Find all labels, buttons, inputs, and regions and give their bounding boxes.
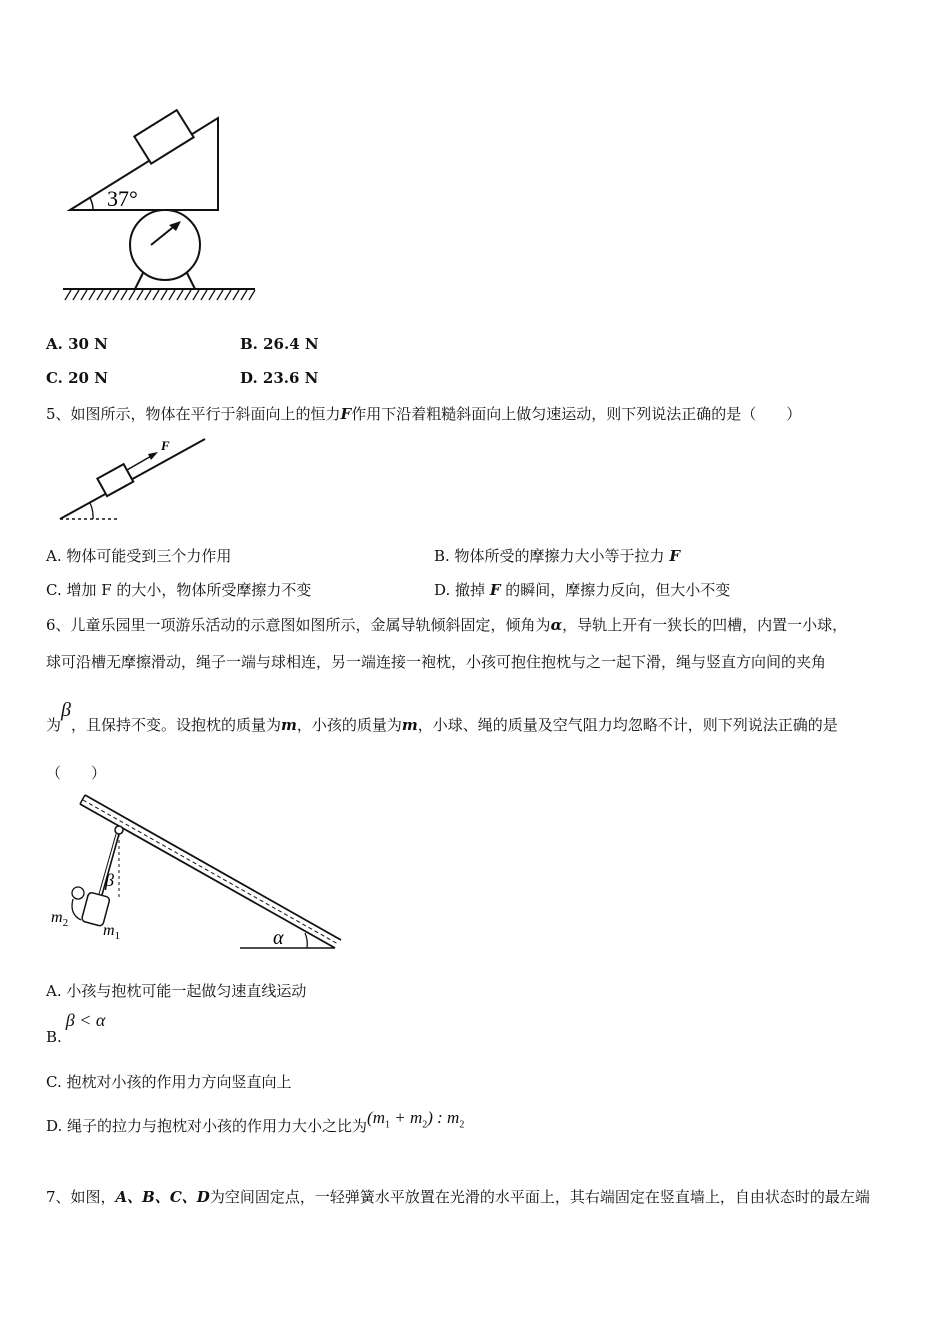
pillow-mass-subscript: 1 <box>114 930 121 942</box>
q5-option-b-text: B. 物体所受的摩擦力大小等于拉力 <box>434 547 665 565</box>
force-label: F <box>161 438 170 453</box>
q6-stem-line1 <box>46 614 847 635</box>
rail-angle-label: α <box>273 927 284 949</box>
q5-stem <box>46 403 801 424</box>
q6-line3-text-after: ，小球、绳的质量及空气阻力均忽略不计，则下列说法正确的是 <box>417 716 838 734</box>
rail-slide-figure <box>45 790 350 950</box>
q5-option-b-var: F <box>669 547 680 565</box>
q6-option-d-expr <box>367 1108 465 1131</box>
q6-line3-text: 为 <box>46 716 62 734</box>
q5-option-d-text: D. 撤掉 <box>434 581 486 599</box>
incline-on-scale-figure <box>55 100 270 310</box>
q6-answer-paren: （ ） <box>46 764 107 782</box>
q6-option-c[interactable]: C. 抱枕对小孩的作用力方向竖直向上 <box>46 1073 292 1091</box>
q6-line1-text-after: ，导轨上开有一狭长的凹槽，内置一小球， <box>562 616 848 634</box>
q6-line1-text: 6、儿童乐园里一项游乐活动的示意图如图所示，金属导轨倾斜固定，倾角为 <box>46 616 551 634</box>
child-mass-subscript: 2 <box>62 917 69 929</box>
q5-option-c[interactable]: C. 增加 F 的大小，物体所受摩擦力不变 <box>46 581 312 599</box>
q6-option-d-sub2: 2 <box>422 1119 428 1131</box>
q6-mass-b: m <box>401 716 418 734</box>
q6-option-d-expr-part2: + m <box>389 1108 423 1127</box>
q6-stem-line2: 球可沿槽无摩擦滑动，绳子一端与球相连，另一端连接一袍枕，小孩可抱住抱枕与之一起下滑，绳与竖直方向间的夹角 <box>46 653 827 671</box>
q6-option-b-expr: β < α <box>65 1010 106 1030</box>
q7-stem-text: 7、如图， <box>46 1188 116 1206</box>
q6-line3-text-mid2: ，小孩的质量为 <box>296 716 402 734</box>
q5-option-d-var: F <box>489 581 501 599</box>
q6-option-d-expr-part3: ) : m <box>427 1108 460 1127</box>
q6-option-d-sub3: 2 <box>459 1119 465 1131</box>
angle-label: 37° <box>107 186 138 211</box>
q5-option-a[interactable]: A. 物体可能受到三个力作用 <box>46 547 232 565</box>
q4-option-c[interactable]: C. 20 N <box>46 369 108 387</box>
q6-option-b-label: B. <box>46 1028 62 1046</box>
q6-option-d-text: D. 绳子的拉力与抱枕对小孩的作用力大小之比为 <box>46 1117 368 1135</box>
q6-option-d-expr-part1: (m <box>367 1108 385 1127</box>
rope-angle-label: β <box>105 870 114 890</box>
child-mass-label: m <box>51 909 63 926</box>
incline-force-figure <box>55 433 225 525</box>
q6-option-b[interactable] <box>46 1010 106 1046</box>
q4-option-b[interactable]: B. 26.4 N <box>240 335 319 353</box>
q5-stem-text: 5、如图所示，物体在平行于斜面向上的恒力 <box>46 405 341 423</box>
q5-option-b[interactable] <box>434 545 680 566</box>
q6-line3-text-mid: ，且保持不变。设抱枕的质量为 <box>70 716 281 734</box>
q6-mass-a: m <box>281 716 297 734</box>
svg-text:m2 <box>51 909 68 929</box>
q6-option-d[interactable] <box>46 1107 465 1135</box>
q7-stem <box>46 1186 870 1207</box>
q7-stem-text-after: 为空间固定点，一轻弹簧水平放置在光滑的水平面上，其右端固定在竖直墙上，自由状态时的最左端 <box>209 1188 870 1206</box>
pillow-mass-label: m <box>103 922 115 939</box>
q5-option-d-text-after: 的瞬间，摩擦力反向，但大小不变 <box>505 581 731 599</box>
q5-stem-var: F <box>340 405 352 423</box>
q6-alpha: α <box>550 616 563 634</box>
q5-stem-text-after: 作用下沿着粗糙斜面向上做匀速运动，则下列说法正确的是（ ） <box>351 405 802 423</box>
q6-option-a[interactable]: A. 小孩与抱枕可能一起做匀速直线运动 <box>46 982 307 1000</box>
q6-beta: β <box>61 699 71 721</box>
q6-option-d-sub1: 1 <box>384 1119 390 1131</box>
q4-option-d[interactable]: D. 23.6 N <box>240 369 319 387</box>
q4-option-a[interactable]: A. 30 N <box>46 335 108 353</box>
q5-option-d[interactable] <box>434 579 730 600</box>
svg-text:m1 <box>103 922 120 942</box>
q7-points: A、B、C、D <box>115 1188 210 1206</box>
q6-stem-line3 <box>46 699 838 736</box>
